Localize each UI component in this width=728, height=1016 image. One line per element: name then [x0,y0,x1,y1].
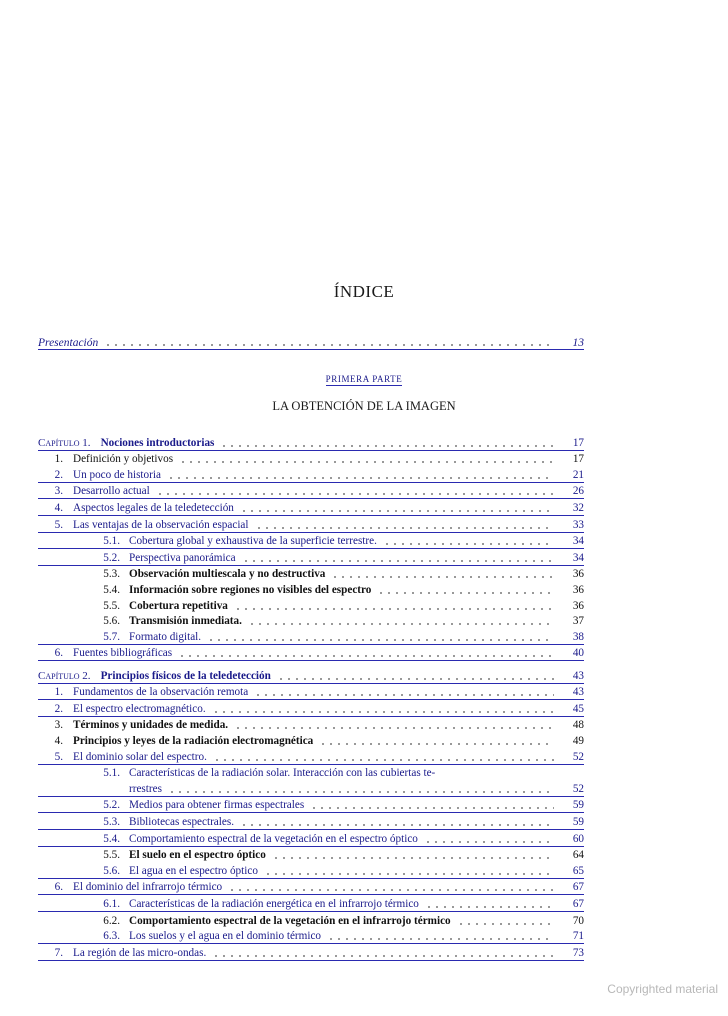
leader-dots [213,759,554,761]
toc-chapter-2 [38,667,584,961]
leader-dots [331,576,554,578]
toc-entry[interactable] [38,549,584,566]
part-title: LA OBTENCIÓN DE LA IMAGEN [272,399,456,413]
toc-chapter-heading[interactable] [38,667,584,684]
leader-dots [425,906,554,908]
chapter-label: Capítulo 2. [38,669,91,682]
toc-entry-text: rrestres [129,782,162,795]
toc-entry[interactable] [38,944,584,961]
toc-page-number: 36 [572,568,584,581]
toc-page-number: 34 [572,535,584,548]
leader-dots [248,623,554,625]
toc-entry-number: 5.7. [103,630,120,643]
toc-entry-label: Presentación [38,337,99,349]
toc-entry[interactable] [38,765,584,781]
toc-page-number: 71 [572,930,584,943]
toc-entry-number: 6. [54,881,63,894]
toc-entry-number: 5.5. [103,599,120,612]
toc-page-number: 60 [572,832,584,845]
toc-entry-continuation[interactable] [38,780,584,797]
toc-entry-text: El dominio solar del espectro. [73,750,207,763]
toc-entry-text: Desarrollo actual [73,485,150,498]
toc-entry-number: 5.4. [103,583,120,596]
leader-dots [310,807,554,809]
toc-page-number: 33 [572,518,584,531]
toc-page-number: 40 [572,647,584,660]
toc-entry[interactable] [38,797,584,814]
leader-dots [255,527,554,529]
toc-page-number: 64 [572,849,584,862]
toc-page-number: 37 [572,615,584,628]
toc-entry[interactable] [38,862,584,879]
toc-entry-number: 5.4. [103,832,120,845]
toc-page-number: 45 [572,702,584,715]
toc-entry-text: Comportamiento espectral de la vegetación en el espectro óptico [129,832,418,845]
part-label-text: PRIMERA PARTE [325,374,403,384]
toc-page-number: 70 [572,914,584,927]
leader-dots [234,608,554,610]
toc-entry-text: El suelo en el espectro óptico [129,849,266,862]
toc-entry[interactable] [38,717,584,733]
toc-entry[interactable] [38,613,584,629]
toc-entry-number: 6.1. [103,897,120,910]
toc-entry-text: Definición y objetivos [73,453,174,466]
leader-dots [179,461,554,463]
toc-entry[interactable] [38,516,584,533]
toc-page-number: 38 [572,630,584,643]
toc-chapter-heading[interactable] [38,434,584,451]
toc-entry-text: El agua en el espectro óptico [129,864,258,877]
toc-entry-number: 1. [54,453,63,466]
leader-dots [457,923,554,925]
toc-page-number: 49 [572,734,584,747]
toc-page-number: 17 [572,436,584,449]
leader-dots [254,694,554,696]
toc-entry[interactable] [38,830,584,847]
toc-entry-text: Formato digital. [129,630,202,643]
toc-entry-text: Características de la radiación solar. Interacción con las cubiertas te- [129,767,436,780]
toc-entry-text: Información sobre regiones no visibles del espectro [129,583,372,596]
toc-entry-text: Características de la radiación energética en el infrarrojo térmico [129,897,419,910]
toc-entry-text: Las ventajas de la observación espacial [73,518,249,531]
toc-entry-text: Comportamiento espectral de la vegetación en el infrarrojo térmico [129,914,451,927]
toc-entry[interactable] [38,645,584,662]
toc-entry-text: Observación multiescala y no destructiva [129,568,326,581]
leader-dots [168,791,554,793]
toc-entry-number: 6. [54,647,63,660]
toc-entry-number: 5.3. [103,568,120,581]
toc-page-number: 36 [572,583,584,596]
toc-page-number: 52 [572,782,584,795]
leader-dots [272,857,554,859]
copyright-watermark: Copyrighted material [607,982,718,996]
toc-entry[interactable] [38,928,584,945]
leader-dots [228,889,554,891]
toc-entry-number: 5.1. [103,535,120,548]
toc-entry-text: Cobertura repetitiva [129,599,228,612]
toc-entry[interactable] [38,451,584,467]
chapter-title: Principios físicos de la teledetección [100,669,271,682]
toc-entry-number: 5. [54,518,63,531]
toc-entry-text: Fundamentos de la observación remota [73,686,249,699]
page-title: ÍNDICE [333,282,395,301]
leader-dots [207,639,554,641]
toc-entry-number: 3. [54,719,63,732]
toc-entry[interactable] [38,628,584,645]
toc-entry-text: El dominio del infrarrojo térmico [73,881,223,894]
toc-entry-text: Términos y unidades de medida. [73,719,229,732]
toc-entry[interactable] [38,466,584,483]
toc-page-number: 43 [572,669,584,682]
toc-entry-number: 2. [54,468,63,481]
toc-page-number: 65 [572,864,584,877]
leader-dots [240,824,554,826]
part-label[interactable] [0,374,728,384]
toc-entry-number: 1. [54,686,63,699]
toc-entry[interactable] [38,748,584,765]
toc-page-number: 13 [572,337,584,349]
toc-entry-number: 4. [54,501,63,514]
leader-dots [277,678,554,680]
toc-entry-number: 5.2. [103,799,120,812]
toc-page-number: 59 [572,815,584,828]
toc-page-number: 59 [572,799,584,812]
toc-entry-text: Perspectiva panorámica [129,551,236,564]
toc-page-number: 67 [572,897,584,910]
toc-page-number: 36 [572,599,584,612]
toc-chapter-1 [38,434,584,661]
toc-entry-text: Cobertura global y exhaustiva de la superficie terrestre. [129,535,377,548]
toc-entry[interactable] [38,483,584,500]
leader-dots [264,873,554,875]
toc-entry[interactable] [38,533,584,550]
toc-entry-number: 5.6. [103,864,120,877]
toc-entry-presentation[interactable] [38,334,584,350]
leader-dots [167,477,554,479]
leader-dots [220,445,554,447]
leader-dots [212,955,554,957]
leader-dots [178,655,554,657]
toc-entry[interactable] [38,847,584,863]
toc-entry-text: Fuentes bibliográficas [73,647,173,660]
toc-entry[interactable] [38,895,584,912]
leader-dots [212,711,554,713]
leader-dots [240,510,554,512]
toc-page-number: 67 [572,881,584,894]
toc-entry-number: 4. [54,734,63,747]
toc-entry[interactable] [38,597,584,613]
toc-entry-number: 5. [54,750,63,763]
toc-page-number: 34 [572,551,584,564]
toc-page-number: 48 [572,719,584,732]
toc-entry[interactable] [38,499,584,516]
toc-entry-number: 6.2. [103,914,120,927]
toc-entry[interactable] [38,700,584,717]
toc-entry[interactable] [38,581,584,597]
toc-entry[interactable] [38,732,584,748]
toc-page-number: 43 [572,686,584,699]
toc-entry-number: 6.3. [103,930,120,943]
toc-entry-text: El espectro electromagnético. [73,702,206,715]
leader-dots [234,727,554,729]
leader-dots [319,743,554,745]
leader-dots [383,543,554,545]
toc-entry-text: Los suelos y el agua en el dominio térmico [129,930,322,943]
toc-entry[interactable] [38,813,584,830]
leader-dots [104,344,554,346]
leader-dots [156,493,554,495]
toc-entry-number: 2. [54,702,63,715]
toc-page-number: 32 [572,501,584,514]
leader-dots [377,592,554,594]
toc-entry-number: 5.1. [103,767,120,780]
chapter-label: Capítulo 1. [38,436,91,449]
toc-entry-number: 5.3. [103,815,120,828]
leader-dots [242,560,554,562]
toc-page-number: 17 [572,453,584,466]
toc-entry-text: Medios para obtener firmas espectrales [129,799,305,812]
toc-page-number: 21 [572,468,584,481]
leader-dots [327,938,554,940]
toc-entry[interactable] [38,684,584,701]
toc-page-number: 52 [572,750,584,763]
toc-entry[interactable] [38,879,584,896]
toc-entry-number: 7. [54,946,63,959]
toc-entry-text: La región de las micro-ondas. [73,946,207,959]
toc-page-number: 73 [572,946,584,959]
leader-dots [424,841,554,843]
toc-page-number: 26 [572,485,584,498]
toc-entry[interactable] [38,912,584,928]
toc-entry-text: Transmisión inmediata. [129,615,242,628]
toc-entry-text: Bibliotecas espectrales. [129,815,234,828]
toc-entry-number: 5.6. [103,615,120,628]
chapter-title: Nociones introductorias [100,436,215,449]
toc-entry-text: Principios y leyes de la radiación electromagnética [73,734,314,747]
toc-entry-number: 5.2. [103,551,120,564]
toc-entry-text: Un poco de historia [73,468,161,481]
toc-entry-number: 5.5. [103,849,120,862]
toc-entry-text: Aspectos legales de la teledetección [73,501,234,514]
toc-entry-number: 3. [54,485,63,498]
toc-entry[interactable] [38,566,584,582]
